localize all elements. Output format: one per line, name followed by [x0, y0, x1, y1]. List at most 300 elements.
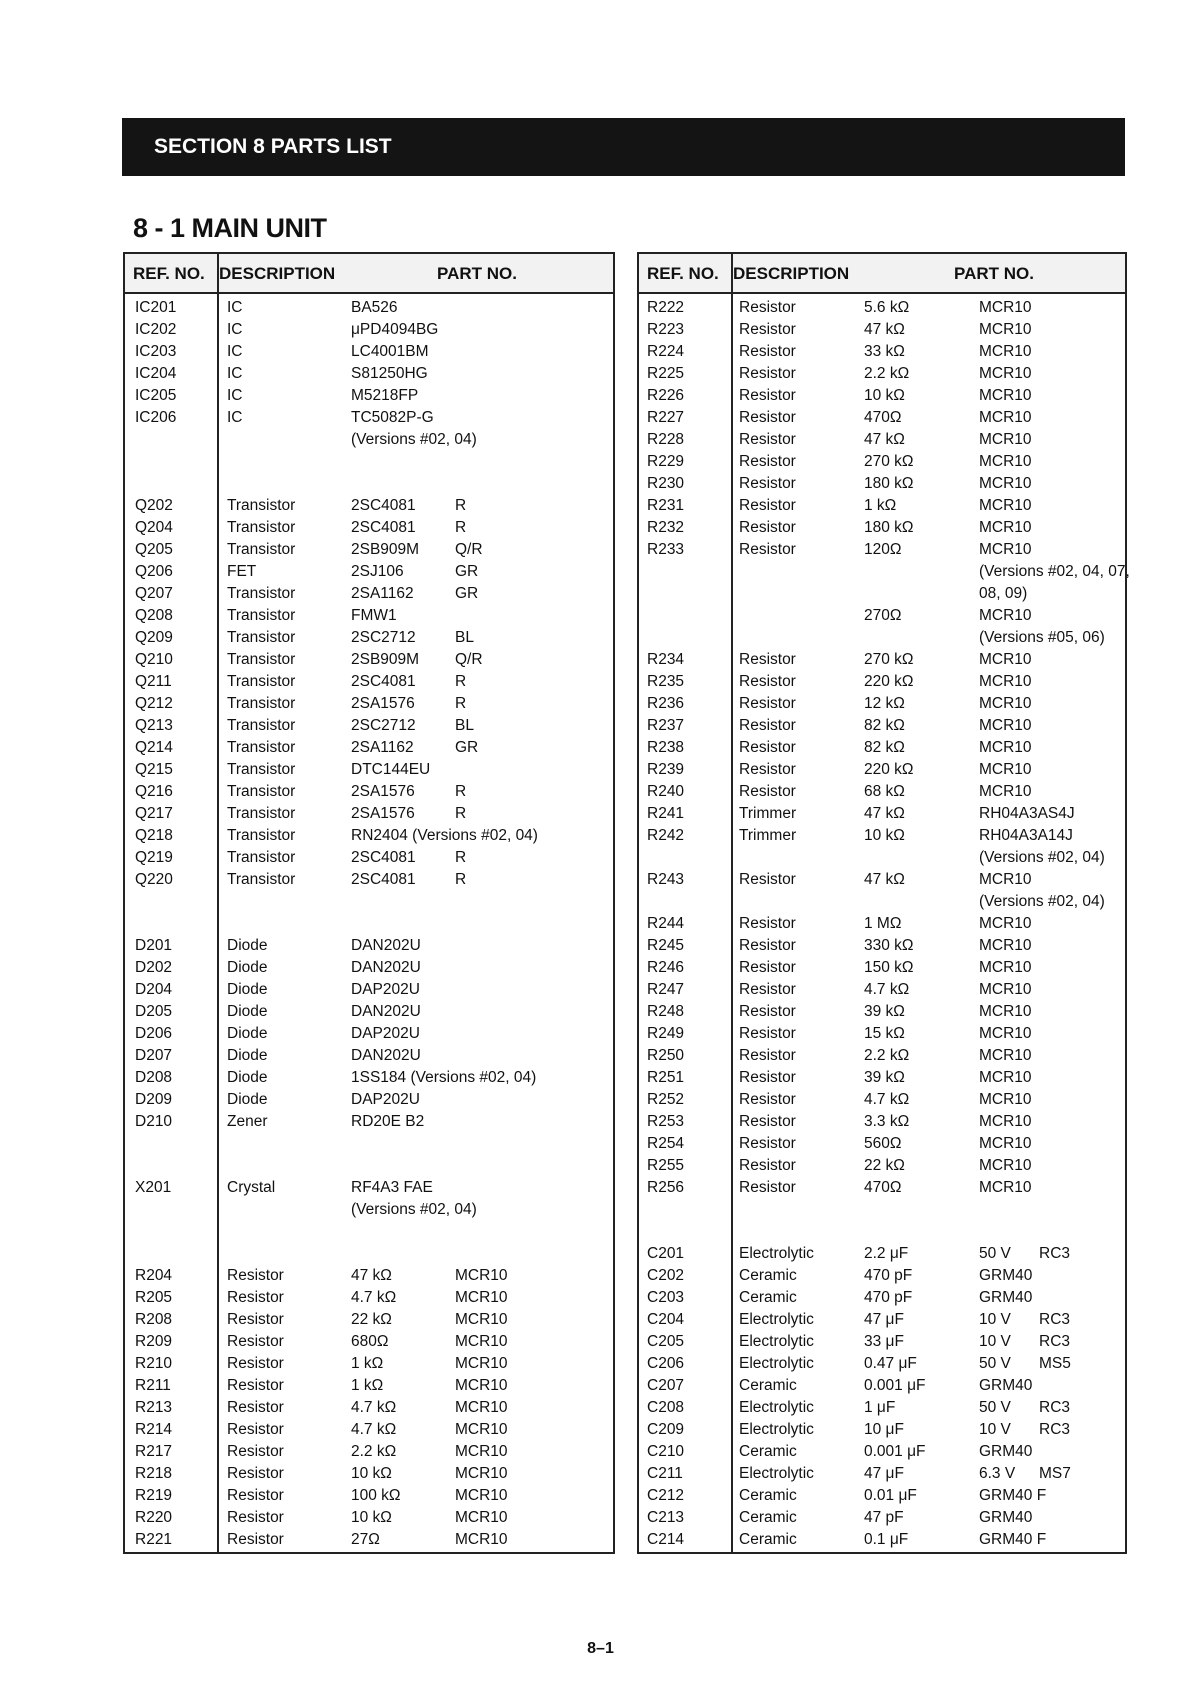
ref-no-cell: R211 — [135, 1377, 171, 1394]
part-no-cell: (Versions #02, 04) — [979, 849, 1105, 866]
value-cell: RN2404 (Versions #02, 04) — [351, 827, 538, 844]
table-row — [125, 319, 613, 341]
value-cell: 2SJ106 — [351, 563, 404, 580]
ref-no-cell: Q208 — [135, 607, 173, 624]
value-cell: 2SC4081 — [351, 497, 416, 514]
part-no-cell: MCR10 — [979, 1135, 1032, 1152]
table-row — [639, 1353, 1125, 1375]
description-cell: Resistor — [227, 1355, 284, 1372]
part-no-cell: MCR10 — [979, 343, 1032, 360]
description-cell: IC — [227, 365, 243, 382]
table-row — [639, 1397, 1125, 1419]
value-cell: 47 kΩ — [864, 871, 905, 888]
description-cell: Electrolytic — [739, 1355, 814, 1372]
value-cell: 10 kΩ — [864, 387, 905, 404]
ref-no-cell: D207 — [135, 1047, 173, 1064]
description-cell: Diode — [227, 1003, 268, 1020]
value-cell: 47 kΩ — [351, 1267, 392, 1284]
ref-no-cell: D204 — [135, 981, 173, 998]
table-row — [639, 1331, 1125, 1353]
description-cell: Diode — [227, 1025, 268, 1042]
value-cell: TC5082P-G — [351, 409, 434, 426]
table-row — [125, 693, 613, 715]
ref-no-cell: R227 — [647, 409, 685, 426]
part-no-header: PART NO. — [437, 264, 517, 283]
value-cell: DAP202U — [351, 981, 420, 998]
table-row — [125, 715, 613, 737]
table-row — [639, 1045, 1125, 1067]
ref-no-cell: R252 — [647, 1091, 685, 1108]
description-cell: Resistor — [739, 761, 796, 778]
description-cell: Ceramic — [739, 1377, 797, 1394]
ref-no-header: REF. NO. — [133, 264, 205, 283]
ref-no-cell: Q207 — [135, 585, 173, 602]
description-cell: Ceramic — [739, 1267, 797, 1284]
table-row — [639, 1243, 1125, 1265]
table-row — [639, 583, 1125, 605]
table-row — [125, 363, 613, 385]
description-cell: Resistor — [739, 739, 796, 756]
ref-no-cell: R248 — [647, 1003, 685, 1020]
part-no-extra-cell: MCR10 — [455, 1509, 508, 1526]
table-row — [639, 1309, 1125, 1331]
table-row — [125, 1023, 613, 1045]
ref-no-cell: R247 — [647, 981, 685, 998]
description-cell: Resistor — [739, 365, 796, 382]
table-row — [639, 913, 1125, 935]
part-no-cell: MCR10 — [979, 1003, 1032, 1020]
ref-no-cell: R244 — [647, 915, 685, 932]
part-no-cell: (Versions #02, 04, 07, — [979, 563, 1130, 580]
description-cell: Resistor — [739, 387, 796, 404]
parts-table-right — [637, 252, 1130, 1554]
value-cell: 1 MΩ — [864, 915, 902, 932]
description-cell: Resistor — [227, 1333, 284, 1350]
value-cell: 10 kΩ — [351, 1509, 392, 1526]
ref-no-cell: Q210 — [135, 651, 173, 668]
description-cell: Transistor — [227, 673, 296, 690]
table-row — [639, 803, 1125, 825]
table-row — [125, 1287, 613, 1309]
table-row — [125, 451, 613, 473]
ref-no-cell: C205 — [647, 1333, 685, 1350]
part-no-cell: 50 V — [979, 1245, 1011, 1262]
description-cell: Ceramic — [739, 1531, 797, 1548]
value-cell: 4.7 kΩ — [351, 1421, 397, 1438]
table-row — [639, 1463, 1125, 1485]
ref-no-cell: R231 — [647, 497, 685, 514]
subsection-title: 8 - 1 MAIN UNIT — [133, 213, 327, 243]
description-cell: Resistor — [739, 695, 796, 712]
value-cell: 22 kΩ — [351, 1311, 392, 1328]
value-cell: 15 kΩ — [864, 1025, 905, 1042]
value-cell: 470Ω — [864, 1179, 902, 1196]
table-row — [639, 1111, 1125, 1133]
description-cell: Transistor — [227, 761, 296, 778]
description-cell: Resistor — [739, 541, 796, 558]
value-cell: M5218FP — [351, 387, 419, 404]
description-cell: Transistor — [227, 541, 296, 558]
value-cell: 2SA1162 — [351, 585, 414, 602]
description-cell: Trimmer — [739, 805, 797, 822]
table-row — [125, 1485, 613, 1507]
part-no-cell: MCR10 — [979, 453, 1032, 470]
ref-no-cell: C209 — [647, 1421, 685, 1438]
ref-no-cell: R254 — [647, 1135, 685, 1152]
table-row — [125, 297, 613, 319]
value-cell: 220 kΩ — [864, 761, 914, 778]
description-cell: Electrolytic — [739, 1245, 814, 1262]
ref-no-cell: R243 — [647, 871, 685, 888]
description-header: DESCRIPTION — [733, 264, 850, 283]
description-cell: Resistor — [739, 673, 796, 690]
table-row — [639, 385, 1125, 407]
table-row — [639, 1507, 1125, 1529]
part-no-cell: MCR10 — [979, 409, 1032, 426]
part-no-cell: 6.3 V — [979, 1465, 1016, 1482]
table-row — [125, 1375, 613, 1397]
part-no-cell: 10 V — [979, 1311, 1011, 1328]
table-row — [125, 649, 613, 671]
table-row — [639, 517, 1125, 539]
ref-no-cell: C203 — [647, 1289, 685, 1306]
value-cell: 2SC4081 — [351, 849, 416, 866]
part-no-cell: R — [455, 673, 467, 690]
value-cell: 270 kΩ — [864, 651, 914, 668]
table-row — [639, 847, 1125, 869]
value-cell: FMW1 — [351, 607, 397, 624]
part-no-cell: R — [455, 497, 467, 514]
value-cell: 4.7 kΩ — [864, 1091, 910, 1108]
ref-no-cell: R224 — [647, 343, 685, 360]
table-row — [639, 1023, 1125, 1045]
description-cell: Transistor — [227, 651, 296, 668]
part-no-cell: MCR10 — [979, 739, 1032, 756]
description-cell: Transistor — [227, 519, 296, 536]
part-no-extra-cell: RC3 — [1039, 1245, 1071, 1262]
part-no-extra-cell: RC3 — [1039, 1421, 1071, 1438]
table-row — [125, 869, 613, 891]
value-cell: 100 kΩ — [351, 1487, 401, 1504]
table-row — [125, 1529, 613, 1551]
description-cell: Electrolytic — [739, 1399, 814, 1416]
description-cell: Diode — [227, 937, 268, 954]
part-no-cell: (Versions #05, 06) — [979, 629, 1105, 646]
value-cell: 4.7 kΩ — [351, 1289, 397, 1306]
table-row — [125, 1133, 613, 1155]
table-row — [639, 539, 1125, 561]
description-cell: Resistor — [739, 959, 796, 976]
description-cell: Trimmer — [739, 827, 797, 844]
value-cell: DAP202U — [351, 1091, 420, 1108]
ref-no-cell: R221 — [135, 1531, 173, 1548]
description-cell: Ceramic — [739, 1487, 797, 1504]
ref-no-cell: D209 — [135, 1091, 173, 1108]
table-row — [639, 715, 1125, 737]
part-no-cell: (Versions #02, 04) — [979, 893, 1105, 910]
description-cell: IC — [227, 387, 243, 404]
part-no-cell: GRM40 — [979, 1443, 1033, 1460]
value-cell: 10 μF — [864, 1421, 904, 1438]
ref-no-cell: Q206 — [135, 563, 173, 580]
value-cell: 27Ω — [351, 1531, 380, 1548]
value-cell: 2SC4081 — [351, 673, 416, 690]
value-cell: 82 kΩ — [864, 717, 905, 734]
description-cell: Resistor — [227, 1399, 284, 1416]
part-no-cell: 08, 09) — [979, 585, 1028, 602]
part-no-cell: MCR10 — [979, 1069, 1032, 1086]
ref-no-cell: R230 — [647, 475, 685, 492]
part-no-extra-cell: MCR10 — [455, 1443, 508, 1460]
part-no-extra-cell: RC3 — [1039, 1311, 1071, 1328]
value-cell: 2SA1576 — [351, 695, 415, 712]
value-cell: μPD4094BG — [351, 321, 439, 338]
value-cell: 47 pF — [864, 1509, 904, 1526]
part-no-extra-cell: MCR10 — [455, 1531, 508, 1548]
value-cell: 47 kΩ — [864, 805, 905, 822]
ref-no-cell: R242 — [647, 827, 685, 844]
ref-no-cell: IC205 — [135, 387, 177, 404]
description-cell: Resistor — [739, 1025, 796, 1042]
table-row — [639, 627, 1125, 649]
ref-no-cell: R232 — [647, 519, 685, 536]
table-row — [125, 1331, 613, 1353]
value-cell: 120Ω — [864, 541, 902, 558]
ref-no-cell: R233 — [647, 541, 685, 558]
ref-no-cell: R228 — [647, 431, 685, 448]
table-row — [639, 1221, 1125, 1243]
table-row — [639, 869, 1125, 891]
description-cell: Resistor — [739, 519, 796, 536]
description-cell: Transistor — [227, 849, 296, 866]
table-row — [639, 1419, 1125, 1441]
description-cell: Transistor — [227, 827, 296, 844]
table-body — [639, 297, 1130, 1551]
table-row — [639, 407, 1125, 429]
table-row — [639, 693, 1125, 715]
value-cell: 3.3 kΩ — [864, 1113, 910, 1130]
part-no-header: PART NO. — [954, 264, 1034, 283]
part-no-extra-cell: MCR10 — [455, 1487, 508, 1504]
description-cell: Resistor — [739, 409, 796, 426]
part-no-extra-cell: MCR10 — [455, 1311, 508, 1328]
part-no-extra-cell: MCR10 — [455, 1333, 508, 1350]
value-cell: DAN202U — [351, 959, 421, 976]
part-no-cell: R — [455, 849, 467, 866]
ref-no-cell: R256 — [647, 1179, 685, 1196]
description-cell: FET — [227, 563, 257, 580]
table-row — [125, 1067, 613, 1089]
value-cell: 47 kΩ — [864, 321, 905, 338]
value-cell: 10 kΩ — [351, 1465, 392, 1482]
ref-no-cell: C210 — [647, 1443, 685, 1460]
description-cell: Resistor — [739, 1047, 796, 1064]
part-no-extra-cell: MCR10 — [455, 1267, 508, 1284]
ref-no-cell: R225 — [647, 365, 685, 382]
part-no-cell: R — [455, 871, 467, 888]
description-cell: IC — [227, 321, 243, 338]
ref-no-cell: R222 — [647, 299, 685, 316]
part-no-cell: MCR10 — [979, 695, 1032, 712]
section-title: SECTION 8 PARTS LIST — [122, 118, 1125, 176]
table-row — [125, 341, 613, 363]
part-no-extra-cell: MS7 — [1039, 1465, 1071, 1482]
description-cell: Resistor — [227, 1443, 284, 1460]
table-row — [639, 1089, 1125, 1111]
ref-no-cell: R219 — [135, 1487, 173, 1504]
table-row — [125, 1463, 613, 1485]
part-no-extra-cell: MCR10 — [455, 1289, 508, 1306]
table-row — [639, 649, 1125, 671]
part-no-cell: MCR10 — [979, 959, 1032, 976]
table-row — [639, 759, 1125, 781]
value-cell: 180 kΩ — [864, 519, 914, 536]
table-row — [639, 1265, 1125, 1287]
table-row — [125, 407, 613, 429]
table-header — [639, 254, 1125, 294]
part-no-cell: MCR10 — [979, 1047, 1032, 1064]
table-row — [125, 671, 613, 693]
part-no-extra-cell: MCR10 — [455, 1465, 508, 1482]
ref-no-cell: C212 — [647, 1487, 685, 1504]
description-cell: Transistor — [227, 585, 296, 602]
ref-no-cell: Q205 — [135, 541, 173, 558]
part-no-cell: MCR10 — [979, 871, 1032, 888]
part-no-cell: MCR10 — [979, 497, 1032, 514]
ref-no-cell: R218 — [135, 1465, 173, 1482]
part-no-cell: Q/R — [455, 541, 483, 558]
description-cell: Ceramic — [739, 1509, 797, 1526]
ref-no-cell: R241 — [647, 805, 685, 822]
description-cell: Transistor — [227, 717, 296, 734]
table-row — [125, 891, 613, 913]
ref-no-cell: IC201 — [135, 299, 177, 316]
table-row — [125, 1441, 613, 1463]
table-row — [639, 1375, 1125, 1397]
description-cell: Resistor — [739, 651, 796, 668]
value-cell: 0.01 μF — [864, 1487, 917, 1504]
description-cell: Diode — [227, 1069, 268, 1086]
table-row — [125, 495, 613, 517]
ref-no-cell: R213 — [135, 1399, 173, 1416]
value-cell: 47 kΩ — [864, 431, 905, 448]
description-cell: Ceramic — [739, 1289, 797, 1306]
value-cell: 2.2 μF — [864, 1245, 909, 1262]
table-row — [639, 561, 1130, 583]
part-no-cell: MCR10 — [979, 717, 1032, 734]
part-no-extra-cell: MCR10 — [455, 1377, 508, 1394]
part-no-extra-cell: RC3 — [1039, 1333, 1071, 1350]
description-cell: Crystal — [227, 1179, 276, 1196]
part-no-cell: Q/R — [455, 651, 483, 668]
ref-no-cell: Q213 — [135, 717, 173, 734]
table-row — [125, 803, 613, 825]
value-cell: 560Ω — [864, 1135, 902, 1152]
description-cell: Resistor — [739, 717, 796, 734]
ref-no-cell: R253 — [647, 1113, 685, 1130]
description-cell: Resistor — [739, 497, 796, 514]
value-cell: 4.7 kΩ — [351, 1399, 397, 1416]
table-row — [639, 473, 1125, 495]
description-cell: IC — [227, 299, 243, 316]
description-cell: Transistor — [227, 629, 296, 646]
ref-no-cell: R205 — [135, 1289, 173, 1306]
description-cell: Diode — [227, 959, 268, 976]
description-header: DESCRIPTION — [219, 264, 336, 283]
part-no-cell: GR — [455, 585, 479, 602]
value-cell: 39 kΩ — [864, 1003, 905, 1020]
table-row — [639, 1133, 1125, 1155]
part-no-cell: GRM40 F — [979, 1531, 1047, 1548]
value-cell: 33 μF — [864, 1333, 904, 1350]
part-no-extra-cell: RC3 — [1039, 1399, 1071, 1416]
ref-no-cell: R214 — [135, 1421, 173, 1438]
value-cell: 680Ω — [351, 1333, 389, 1350]
part-no-cell: R — [455, 695, 467, 712]
value-cell: 4.7 kΩ — [864, 981, 910, 998]
description-cell: Resistor — [739, 1003, 796, 1020]
value-cell: 180 kΩ — [864, 475, 914, 492]
description-cell: Resistor — [227, 1465, 284, 1482]
table-row — [639, 671, 1125, 693]
part-no-cell: MCR10 — [979, 937, 1032, 954]
value-cell: 2SC4081 — [351, 519, 416, 536]
description-cell: Resistor — [739, 1091, 796, 1108]
description-cell: Resistor — [739, 321, 796, 338]
part-no-cell: MCR10 — [979, 1113, 1032, 1130]
description-cell: Diode — [227, 981, 268, 998]
description-cell: Resistor — [739, 475, 796, 492]
part-no-extra-cell: MCR10 — [455, 1399, 508, 1416]
part-no-cell: BL — [455, 717, 474, 734]
table-body — [125, 297, 613, 1551]
value-cell: S81250HG — [351, 365, 428, 382]
description-cell: Transistor — [227, 497, 296, 514]
part-no-cell: GRM40 — [979, 1289, 1033, 1306]
value-cell: DAN202U — [351, 1047, 421, 1064]
ref-no-cell: R226 — [647, 387, 685, 404]
value-cell: 2.2 kΩ — [864, 365, 910, 382]
description-cell: Resistor — [739, 1113, 796, 1130]
ref-no-cell: R236 — [647, 695, 685, 712]
description-cell: Resistor — [227, 1509, 284, 1526]
value-cell: 470 pF — [864, 1289, 913, 1306]
description-cell: Resistor — [227, 1377, 284, 1394]
value-cell: 82 kΩ — [864, 739, 905, 756]
value-cell: 2SC2712 — [351, 629, 416, 646]
description-cell: Resistor — [739, 1157, 796, 1174]
description-cell: Transistor — [227, 871, 296, 888]
value-cell: 39 kΩ — [864, 1069, 905, 1086]
table-row — [125, 1045, 613, 1067]
ref-no-cell: D205 — [135, 1003, 173, 1020]
description-cell: Resistor — [739, 915, 796, 932]
value-cell: BA526 — [351, 299, 398, 316]
table-row — [639, 1485, 1125, 1507]
ref-no-cell: R237 — [647, 717, 685, 734]
part-no-cell: MCR10 — [979, 981, 1032, 998]
ref-no-cell: R250 — [647, 1047, 685, 1064]
table-row — [125, 1419, 613, 1441]
ref-no-cell: D208 — [135, 1069, 173, 1086]
table-row — [639, 451, 1125, 473]
value-cell: 68 kΩ — [864, 783, 905, 800]
table-row — [125, 517, 613, 539]
ref-no-cell: C202 — [647, 1267, 685, 1284]
value-cell: 1 μF — [864, 1399, 896, 1416]
ref-no-cell: R245 — [647, 937, 685, 954]
table-row — [125, 759, 613, 781]
